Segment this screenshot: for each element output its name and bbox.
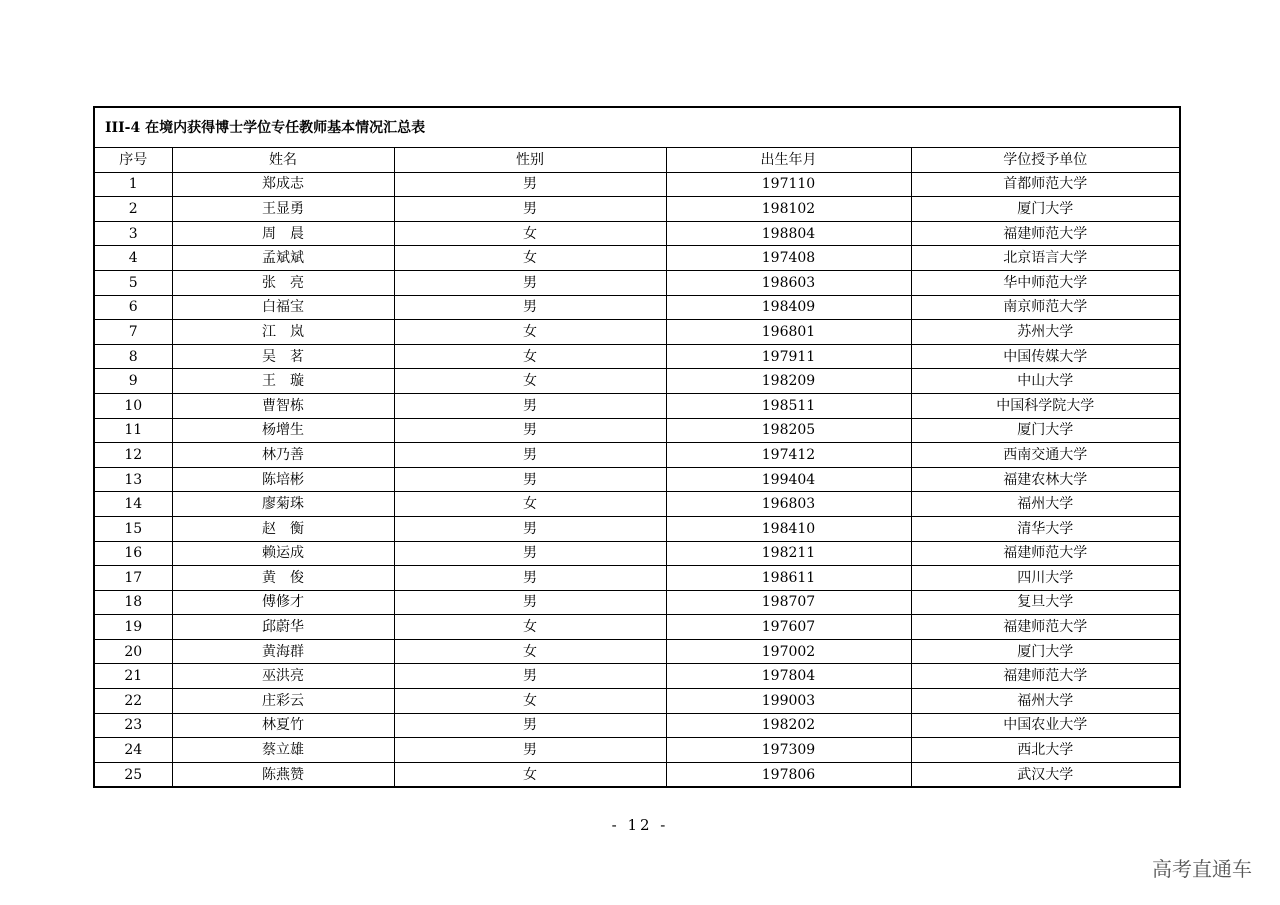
table-row xyxy=(94,492,1180,517)
cell-birth: 197002 xyxy=(666,639,911,664)
cell-index: 12 xyxy=(94,443,172,468)
table-row xyxy=(94,541,1180,566)
cell-birth: 199003 xyxy=(666,689,911,714)
cell-index: 9 xyxy=(94,369,172,394)
cell-index: 17 xyxy=(94,566,172,591)
cell-index: 15 xyxy=(94,516,172,541)
cell-institution: 华中师范大学 xyxy=(911,270,1180,295)
table-row xyxy=(94,418,1180,443)
cell-gender: 女 xyxy=(394,762,666,787)
table-row xyxy=(94,393,1180,418)
cell-institution: 武汉大学 xyxy=(911,762,1180,787)
cell-institution: 厦门大学 xyxy=(911,418,1180,443)
cell-birth: 197806 xyxy=(666,762,911,787)
cell-birth: 198410 xyxy=(666,516,911,541)
cell-name: 林乃善 xyxy=(172,443,394,468)
cell-institution: 福建师范大学 xyxy=(911,615,1180,640)
cell-institution: 复旦大学 xyxy=(911,590,1180,615)
cell-gender: 男 xyxy=(394,270,666,295)
table-row xyxy=(94,344,1180,369)
cell-index: 21 xyxy=(94,664,172,689)
cell-institution: 西南交通大学 xyxy=(911,443,1180,468)
cell-index: 5 xyxy=(94,270,172,295)
cell-birth: 198409 xyxy=(666,295,911,320)
cell-index: 14 xyxy=(94,492,172,517)
cell-institution: 福建师范大学 xyxy=(911,221,1180,246)
cell-birth: 197911 xyxy=(666,344,911,369)
cell-birth: 198707 xyxy=(666,590,911,615)
cell-institution: 四川大学 xyxy=(911,566,1180,591)
table-row xyxy=(94,221,1180,246)
cell-index: 8 xyxy=(94,344,172,369)
table-row xyxy=(94,566,1180,591)
cell-birth: 196803 xyxy=(666,492,911,517)
table-row xyxy=(94,467,1180,492)
cell-name: 邱蔚华 xyxy=(172,615,394,640)
cell-name: 庄彩云 xyxy=(172,689,394,714)
cell-gender: 男 xyxy=(394,172,666,197)
table-row xyxy=(94,713,1180,738)
cell-gender: 女 xyxy=(394,639,666,664)
cell-name: 巫洪亮 xyxy=(172,664,394,689)
cell-index: 13 xyxy=(94,467,172,492)
cell-gender: 女 xyxy=(394,369,666,394)
cell-birth: 197412 xyxy=(666,443,911,468)
cell-name: 曹智栋 xyxy=(172,393,394,418)
cell-gender: 男 xyxy=(394,738,666,763)
cell-name: 黄海群 xyxy=(172,639,394,664)
cell-gender: 男 xyxy=(394,566,666,591)
cell-birth: 198209 xyxy=(666,369,911,394)
table-row xyxy=(94,443,1180,468)
cell-name: 傅修才 xyxy=(172,590,394,615)
cell-index: 23 xyxy=(94,713,172,738)
table-row xyxy=(94,197,1180,222)
cell-institution: 福州大学 xyxy=(911,689,1180,714)
cell-name: 周 晨 xyxy=(172,221,394,246)
page-number: - 12 - xyxy=(611,816,669,834)
cell-index: 19 xyxy=(94,615,172,640)
cell-birth: 198202 xyxy=(666,713,911,738)
table-row xyxy=(94,689,1180,714)
cell-name: 蔡立雄 xyxy=(172,738,394,763)
table-title-row xyxy=(94,107,1180,148)
table-row xyxy=(94,762,1180,787)
cell-birth: 198511 xyxy=(666,393,911,418)
cell-index: 22 xyxy=(94,689,172,714)
cell-name: 廖菊珠 xyxy=(172,492,394,517)
cell-institution: 苏州大学 xyxy=(911,320,1180,345)
cell-index: 24 xyxy=(94,738,172,763)
cell-index: 16 xyxy=(94,541,172,566)
cell-institution: 西北大学 xyxy=(911,738,1180,763)
cell-index: 1 xyxy=(94,172,172,197)
cell-institution: 厦门大学 xyxy=(911,639,1180,664)
cell-gender: 男 xyxy=(394,418,666,443)
cell-birth: 197408 xyxy=(666,246,911,271)
cell-birth: 196801 xyxy=(666,320,911,345)
cell-birth: 198603 xyxy=(666,270,911,295)
cell-institution: 中国传媒大学 xyxy=(911,344,1180,369)
cell-name: 吴 茗 xyxy=(172,344,394,369)
cell-birth: 197309 xyxy=(666,738,911,763)
cell-index: 20 xyxy=(94,639,172,664)
watermark-text: 高考直通车 xyxy=(1152,857,1252,881)
cell-name: 林夏竹 xyxy=(172,713,394,738)
cell-birth: 197804 xyxy=(666,664,911,689)
cell-name: 白福宝 xyxy=(172,295,394,320)
cell-birth: 198102 xyxy=(666,197,911,222)
cell-name: 王显勇 xyxy=(172,197,394,222)
cell-name: 孟斌斌 xyxy=(172,246,394,271)
table-row xyxy=(94,270,1180,295)
table-row xyxy=(94,369,1180,394)
table-row xyxy=(94,639,1180,664)
cell-index: 11 xyxy=(94,418,172,443)
table-row xyxy=(94,615,1180,640)
table-row xyxy=(94,246,1180,271)
teacher-summary-table xyxy=(93,106,1181,788)
cell-gender: 男 xyxy=(394,467,666,492)
cell-index: 4 xyxy=(94,246,172,271)
cell-name: 张 亮 xyxy=(172,270,394,295)
cell-gender: 男 xyxy=(394,295,666,320)
cell-birth: 198211 xyxy=(666,541,911,566)
cell-gender: 男 xyxy=(394,590,666,615)
cell-gender: 女 xyxy=(394,320,666,345)
cell-name: 郑成志 xyxy=(172,172,394,197)
table-row xyxy=(94,516,1180,541)
table-row xyxy=(94,590,1180,615)
cell-institution: 南京师范大学 xyxy=(911,295,1180,320)
cell-institution: 福建农林大学 xyxy=(911,467,1180,492)
table-header-row xyxy=(94,148,1180,173)
cell-gender: 女 xyxy=(394,492,666,517)
cell-gender: 女 xyxy=(394,344,666,369)
cell-name: 杨增生 xyxy=(172,418,394,443)
cell-birth: 198205 xyxy=(666,418,911,443)
cell-name: 赖运成 xyxy=(172,541,394,566)
cell-institution: 中国农业大学 xyxy=(911,713,1180,738)
cell-institution: 福建师范大学 xyxy=(911,664,1180,689)
cell-birth: 198804 xyxy=(666,221,911,246)
header-gender: 性别 xyxy=(394,148,666,173)
cell-institution: 北京语言大学 xyxy=(911,246,1180,271)
cell-gender: 女 xyxy=(394,246,666,271)
table-row xyxy=(94,664,1180,689)
cell-index: 7 xyxy=(94,320,172,345)
cell-index: 2 xyxy=(94,197,172,222)
cell-gender: 女 xyxy=(394,615,666,640)
table-body xyxy=(94,172,1180,787)
cell-gender: 男 xyxy=(394,516,666,541)
cell-index: 18 xyxy=(94,590,172,615)
cell-gender: 男 xyxy=(394,393,666,418)
cell-name: 江 岚 xyxy=(172,320,394,345)
cell-birth: 199404 xyxy=(666,467,911,492)
cell-birth: 197110 xyxy=(666,172,911,197)
cell-institution: 厦门大学 xyxy=(911,197,1180,222)
cell-gender: 男 xyxy=(394,541,666,566)
table-row xyxy=(94,738,1180,763)
cell-index: 25 xyxy=(94,762,172,787)
header-birth: 出生年月 xyxy=(666,148,911,173)
header-name: 姓名 xyxy=(172,148,394,173)
table-row xyxy=(94,295,1180,320)
table-row xyxy=(94,320,1180,345)
cell-gender: 女 xyxy=(394,689,666,714)
table-title: III-4 在境内获得博士学位专任教师基本情况汇总表 xyxy=(94,107,1180,148)
cell-institution: 中国科学院大学 xyxy=(911,393,1180,418)
cell-institution: 首都师范大学 xyxy=(911,172,1180,197)
cell-name: 黄 俊 xyxy=(172,566,394,591)
cell-name: 赵 衡 xyxy=(172,516,394,541)
cell-institution: 清华大学 xyxy=(911,516,1180,541)
cell-gender: 男 xyxy=(394,197,666,222)
cell-index: 10 xyxy=(94,393,172,418)
cell-name: 王 璇 xyxy=(172,369,394,394)
cell-gender: 男 xyxy=(394,713,666,738)
header-index: 序号 xyxy=(94,148,172,173)
cell-index: 3 xyxy=(94,221,172,246)
cell-name: 陈燕赞 xyxy=(172,762,394,787)
cell-gender: 男 xyxy=(394,443,666,468)
cell-birth: 198611 xyxy=(666,566,911,591)
cell-name: 陈培彬 xyxy=(172,467,394,492)
cell-institution: 中山大学 xyxy=(911,369,1180,394)
cell-gender: 男 xyxy=(394,664,666,689)
cell-institution: 福州大学 xyxy=(911,492,1180,517)
cell-birth: 197607 xyxy=(666,615,911,640)
table-row xyxy=(94,172,1180,197)
header-degree-institution: 学位授予单位 xyxy=(911,148,1180,173)
cell-index: 6 xyxy=(94,295,172,320)
cell-institution: 福建师范大学 xyxy=(911,541,1180,566)
cell-gender: 女 xyxy=(394,221,666,246)
